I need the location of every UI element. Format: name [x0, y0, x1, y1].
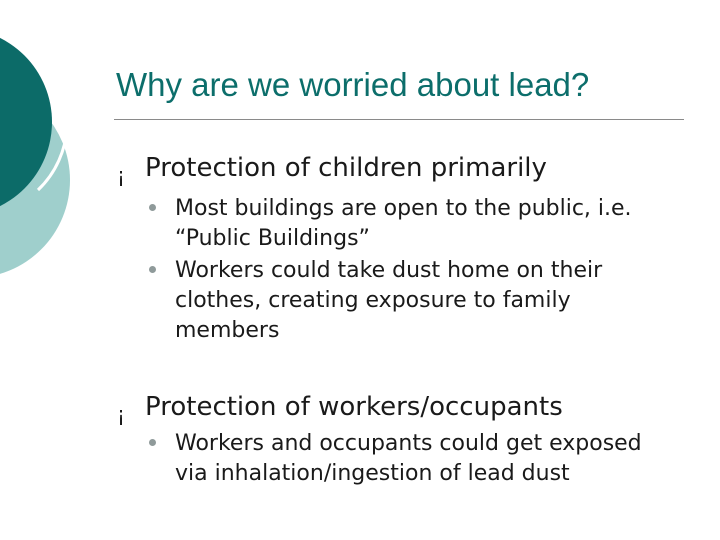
sub-bullet-text: Workers could take dust home on their clothes, creating exposure to family members [175, 258, 603, 343]
bullet-text: Protection of workers/occupants [145, 392, 563, 422]
slide-title: Why are we worried about lead? [116, 66, 590, 103]
white-arc [38, 54, 67, 190]
title-divider [114, 119, 684, 120]
sub-bullet-dot [149, 439, 156, 446]
sub-bullet-text: Most buildings are open to the public, i.e. “Public Buildings” [175, 196, 632, 251]
sub-bullet-dot [149, 266, 156, 273]
light-teal-circle [0, 82, 70, 278]
bullet-marker: ¡ [117, 163, 126, 187]
sub-bullet-dot [149, 204, 156, 211]
bullet-marker: ¡ [117, 402, 126, 426]
dark-teal-circle [0, 28, 52, 216]
sub-bullet-text: Workers and occupants could get exposed via inhalation/ingestion of lead dust [175, 431, 642, 486]
bullet-text: Protection of children primarily [145, 153, 547, 183]
